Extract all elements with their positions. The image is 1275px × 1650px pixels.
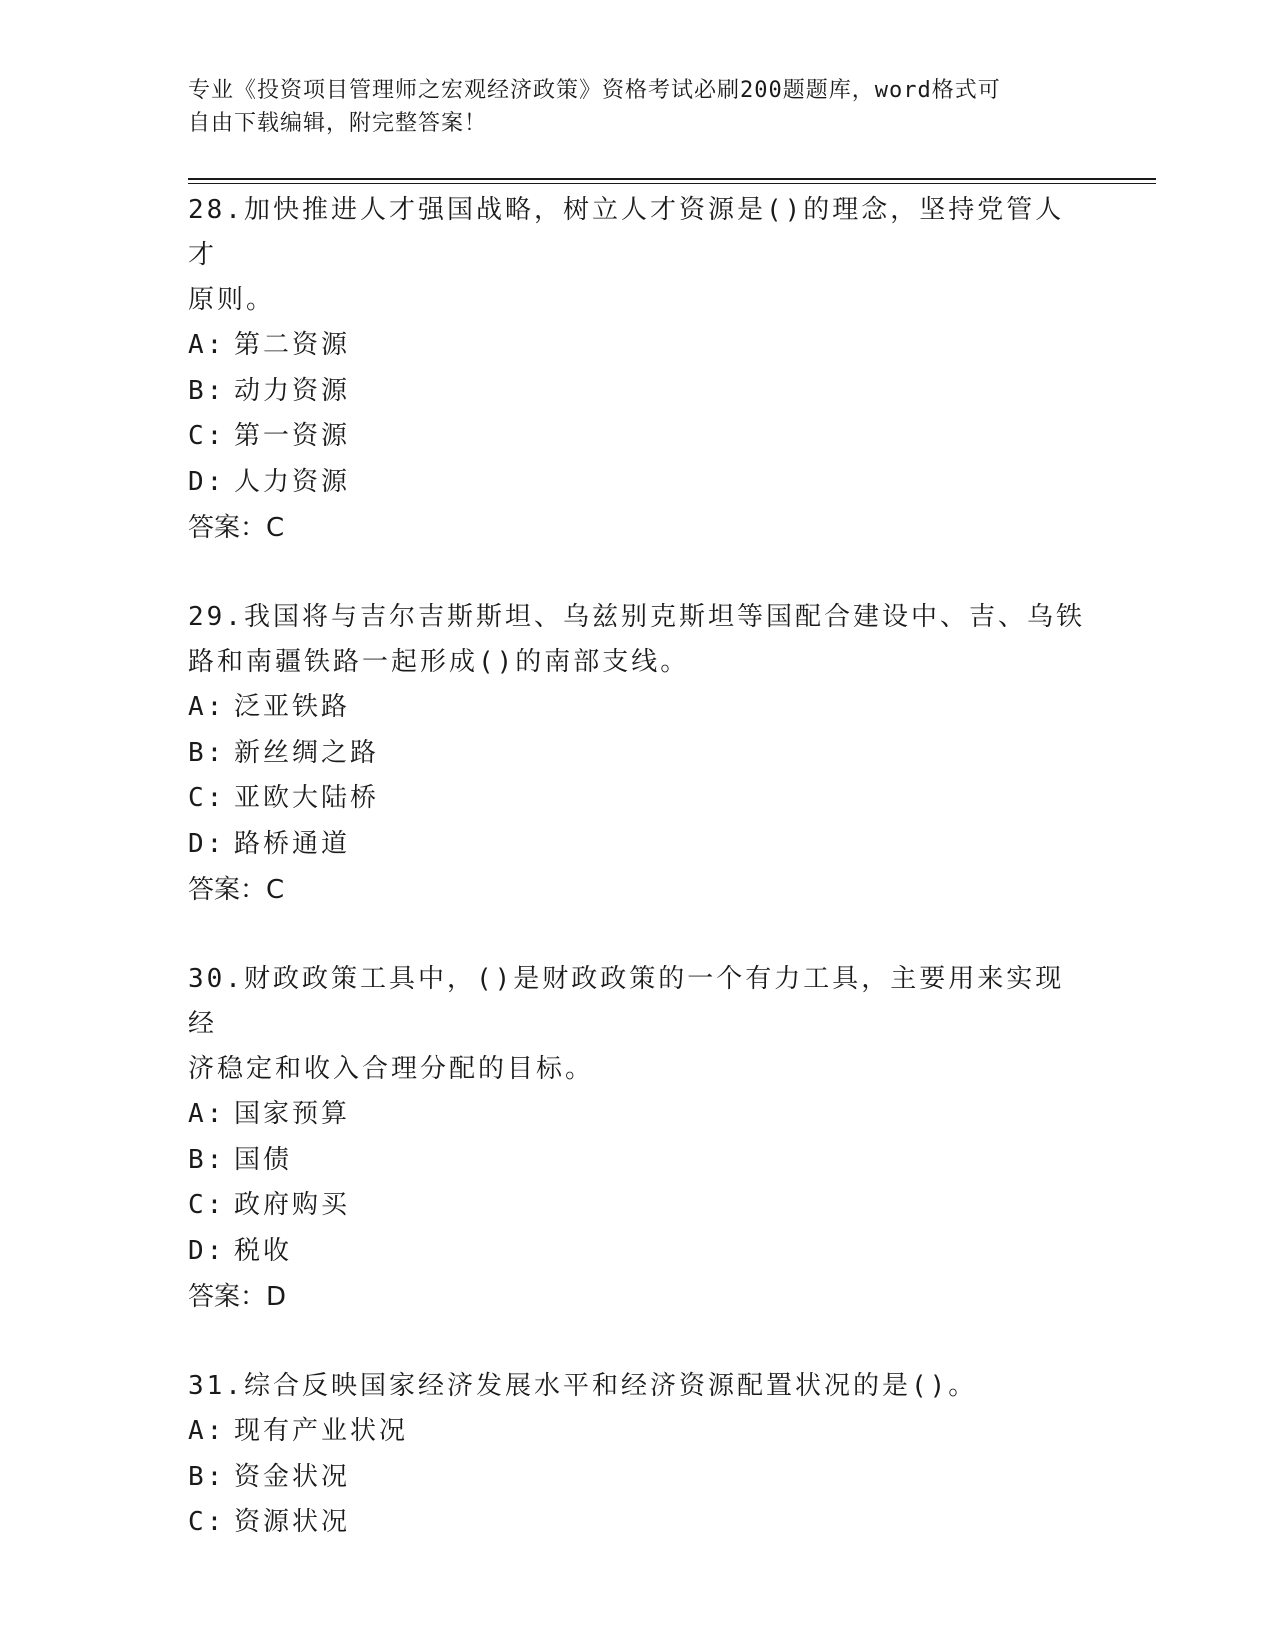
answer-line: 答案：C xyxy=(188,513,285,543)
option-text: 第一资源 xyxy=(234,421,351,451)
option-c xyxy=(188,414,1088,460)
question-stem-line: 路和南疆铁路一起形成()的南部支线。 xyxy=(188,647,690,677)
option-d xyxy=(188,1229,1088,1275)
answer-line: 答案：D xyxy=(188,1282,287,1312)
option-text: 第二资源 xyxy=(234,330,351,360)
document-header xyxy=(188,74,1068,140)
option-b xyxy=(188,1455,1088,1501)
option-a xyxy=(188,685,1088,731)
question-stem xyxy=(188,1364,1088,1409)
option-letter: A: xyxy=(188,1416,226,1446)
header-line-2: 自由下载编辑，附完整答案！ xyxy=(188,111,488,136)
option-text: 资源状况 xyxy=(234,1507,351,1537)
option-text: 动力资源 xyxy=(234,375,351,406)
option-text: 路桥通道 xyxy=(234,828,351,859)
option-b xyxy=(188,1138,1088,1184)
option-text: 资金状况 xyxy=(234,1461,351,1492)
question-31 xyxy=(188,1364,1088,1546)
option-c xyxy=(188,1500,1088,1546)
option-letter: B: xyxy=(188,737,226,768)
option-a xyxy=(188,1409,1088,1455)
question-stem-line: 30.财政政策工具中，()是财政政策的一个有力工具，主要用来实现经 xyxy=(188,964,1065,1039)
option-letter: C: xyxy=(188,1507,226,1537)
question-stem xyxy=(188,188,1088,323)
option-text: 税收 xyxy=(234,1235,293,1266)
option-text: 国家预算 xyxy=(234,1099,351,1129)
question-29 xyxy=(188,595,1088,913)
question-30 xyxy=(188,957,1088,1320)
question-stem-line: 29.我国将与吉尔吉斯斯坦、乌兹别克斯坦等国配合建设中、吉、乌铁 xyxy=(188,602,1085,632)
option-letter: B: xyxy=(188,1461,226,1492)
option-text: 人力资源 xyxy=(234,466,351,497)
option-letter: C: xyxy=(188,421,226,451)
option-text: 现有产业状况 xyxy=(234,1416,409,1446)
option-letter: C: xyxy=(188,783,226,813)
option-d xyxy=(188,460,1088,506)
question-stem-line: 济稳定和收入合理分配的目标。 xyxy=(188,1054,595,1084)
header-divider xyxy=(188,178,1156,184)
answer-line: 答案：C xyxy=(188,875,285,905)
question-list xyxy=(188,188,1088,1590)
option-letter: A: xyxy=(188,330,226,360)
option-letter: C: xyxy=(188,1190,226,1220)
option-text: 新丝绸之路 xyxy=(234,737,380,768)
option-text: 泛亚铁路 xyxy=(234,692,351,722)
option-text: 亚欧大陆桥 xyxy=(234,783,380,813)
option-letter: D: xyxy=(188,828,226,859)
option-text: 国债 xyxy=(234,1144,293,1175)
question-stem-line: 31.综合反映国家经济发展水平和经济资源配置状况的是()。 xyxy=(188,1371,978,1401)
option-letter: B: xyxy=(188,1144,226,1175)
header-line-1: 专业《投资项目管理师之宏观经济政策》资格考试必刷200题题库，word格式可 xyxy=(188,78,1001,103)
question-28 xyxy=(188,188,1088,551)
option-letter: A: xyxy=(188,1099,226,1129)
option-d xyxy=(188,822,1088,868)
option-a xyxy=(188,1092,1088,1138)
option-a xyxy=(188,323,1088,369)
option-b xyxy=(188,731,1088,777)
option-b xyxy=(188,369,1088,415)
option-c xyxy=(188,776,1088,822)
question-stem xyxy=(188,957,1088,1092)
option-letter: A: xyxy=(188,692,226,722)
option-letter: D: xyxy=(188,1235,226,1266)
option-text: 政府购买 xyxy=(234,1190,351,1220)
question-stem xyxy=(188,595,1088,685)
option-letter: D: xyxy=(188,466,226,497)
question-stem-line: 28.加快推进人才强国战略，树立人才资源是()的理念，坚持党管人才 xyxy=(188,195,1065,270)
question-stem-line: 原则。 xyxy=(188,285,276,315)
option-c xyxy=(188,1183,1088,1229)
option-letter: B: xyxy=(188,375,226,406)
